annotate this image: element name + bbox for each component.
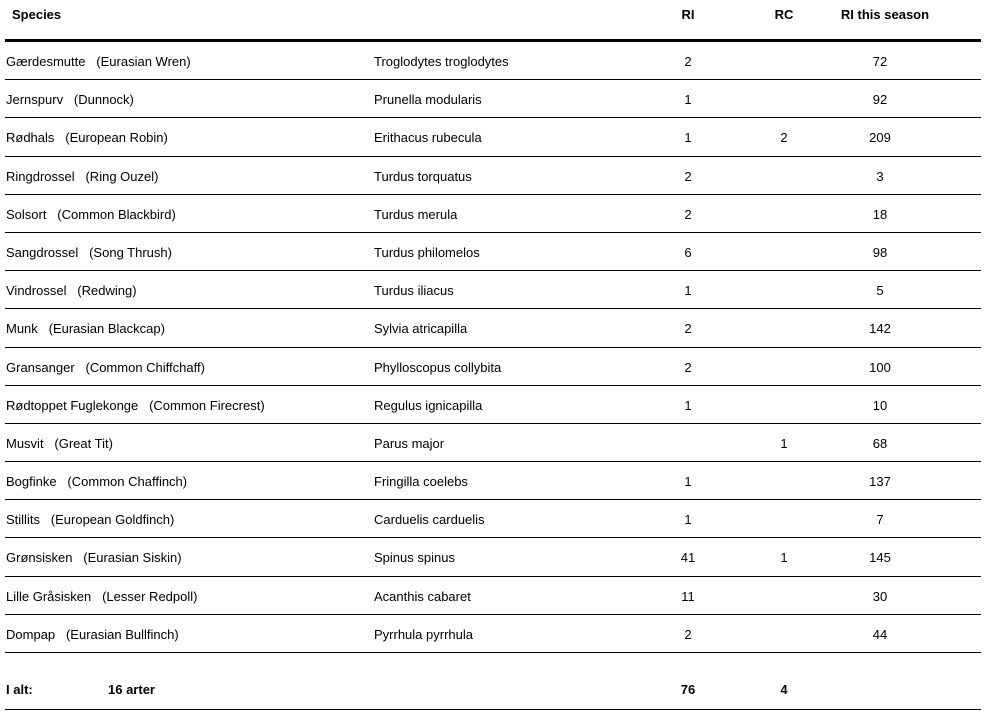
table-row: [5, 386, 981, 424]
table-row: [5, 577, 981, 615]
ri-season-cell: 5: [876, 283, 884, 299]
species-name-cell: Ringdrossel (Ring Ouzel): [6, 168, 159, 184]
ri-season-cell: 137: [869, 474, 891, 490]
ri-cell: 1: [684, 130, 692, 146]
ri-season-cell: 30: [872, 588, 888, 604]
header-ri-this-season: RI this season: [840, 7, 930, 22]
latin-name-cell: Pyrrhula pyrrhula: [374, 626, 473, 642]
ri-cell: 1: [684, 283, 692, 299]
ri-cell: 2: [684, 321, 692, 337]
table-row: [5, 195, 981, 233]
ri-season-cell: 68: [872, 435, 888, 451]
ri-season-cell: 18: [872, 206, 888, 222]
total-species-count: 16 arter: [108, 682, 155, 697]
ri-cell: 2: [684, 626, 692, 642]
ri-season-cell: 7: [876, 512, 884, 528]
latin-name-cell: Troglodytes troglodytes: [374, 54, 509, 69]
table-header: [0, 0, 988, 39]
species-name-cell: Lille Gråsisken (Lesser Redpoll): [6, 588, 198, 604]
header-species: Species: [12, 7, 62, 22]
ri-cell: 2: [684, 54, 692, 69]
latin-name-cell: Regulus ignicapilla: [374, 397, 483, 413]
latin-name-cell: Spinus spinus: [374, 550, 455, 566]
header-rc: RC: [774, 7, 794, 22]
table-row: [5, 462, 981, 500]
table-row: [5, 80, 981, 118]
ri-cell: 41: [680, 550, 696, 566]
latin-name-cell: Acanthis cabaret: [374, 588, 471, 604]
ri-season-cell: 3: [876, 168, 884, 184]
ri-cell: 2: [684, 206, 692, 222]
ri-season-cell: 10: [872, 397, 888, 413]
total-label: I alt:: [6, 682, 33, 697]
latin-name-cell: Prunella modularis: [374, 92, 482, 108]
ri-cell: 1: [684, 474, 692, 490]
latin-name-cell: Sylvia atricapilla: [374, 321, 468, 337]
table-row: [5, 538, 981, 576]
ri-cell: 1: [684, 92, 692, 108]
latin-name-cell: Turdus torquatus: [374, 168, 472, 184]
latin-name-cell: Phylloscopus collybita: [374, 359, 502, 375]
species-name-cell: Dompap (Eurasian Bullfinch): [6, 626, 179, 642]
ri-cell: 2: [684, 359, 692, 375]
ri-season-cell: 98: [872, 244, 888, 260]
species-name-cell: Gransanger (Common Chiffchaff): [6, 359, 205, 375]
latin-name-cell: Turdus iliacus: [374, 283, 454, 299]
table-row: [5, 271, 981, 309]
species-name-cell: Bogfinke (Common Chaffinch): [6, 474, 188, 490]
latin-name-cell: Turdus philomelos: [374, 244, 480, 260]
table-row: [5, 42, 981, 80]
table-row: [5, 309, 981, 347]
ri-cell: 6: [684, 244, 692, 260]
species-name-cell: Rødhals (European Robin): [6, 130, 168, 146]
ri-season-cell: 100: [869, 359, 891, 375]
total-rc: 4: [780, 682, 788, 697]
latin-name-cell: Parus major: [374, 435, 445, 451]
table-row: [5, 615, 981, 653]
table-row: [5, 233, 981, 271]
latin-name-cell: Turdus merula: [374, 206, 458, 222]
species-name-cell: Stillits (European Goldfinch): [6, 512, 175, 528]
species-name-cell: Grønsisken (Eurasian Siskin): [6, 550, 182, 566]
rc-cell: 1: [780, 550, 788, 566]
ri-cell: 2: [684, 168, 692, 184]
table-row: [5, 157, 981, 195]
species-name-cell: Solsort (Common Blackbird): [6, 206, 176, 222]
species-name-cell: Gærdesmutte (Eurasian Wren): [6, 54, 191, 69]
species-table-body: [5, 42, 981, 653]
table-row: [5, 118, 981, 156]
table-row: [5, 348, 981, 386]
total-row: [5, 672, 981, 710]
species-name-cell: Jernspurv (Dunnock): [6, 92, 134, 108]
latin-name-cell: Fringilla coelebs: [374, 474, 468, 490]
ri-season-cell: 209: [869, 130, 891, 146]
header-ri: RI: [681, 7, 695, 22]
species-name-cell: Musvit (Great Tit): [6, 435, 113, 451]
ri-season-cell: 44: [872, 626, 888, 642]
latin-name-cell: Carduelis carduelis: [374, 512, 485, 528]
ri-cell: 1: [684, 512, 692, 528]
species-name-cell: Sangdrossel (Song Thrush): [6, 244, 172, 260]
latin-name-cell: Erithacus rubecula: [374, 130, 482, 146]
table-row: [5, 424, 981, 462]
ri-season-cell: 72: [872, 54, 888, 69]
ri-season-cell: 92: [872, 92, 888, 108]
species-name-cell: Vindrossel (Redwing): [6, 283, 137, 299]
ri-season-cell: 145: [869, 550, 891, 566]
total-ri: 76: [680, 682, 696, 697]
rc-cell: 1: [780, 435, 788, 451]
species-name-cell: Munk (Eurasian Blackcap): [6, 321, 165, 337]
species-name-cell: Rødtoppet Fuglekonge (Common Firecrest): [6, 397, 265, 413]
rc-cell: 2: [780, 130, 788, 146]
ri-season-cell: 142: [869, 321, 891, 337]
ri-cell: 11: [681, 588, 695, 604]
ri-cell: 1: [684, 397, 692, 413]
table-row: [5, 500, 981, 538]
